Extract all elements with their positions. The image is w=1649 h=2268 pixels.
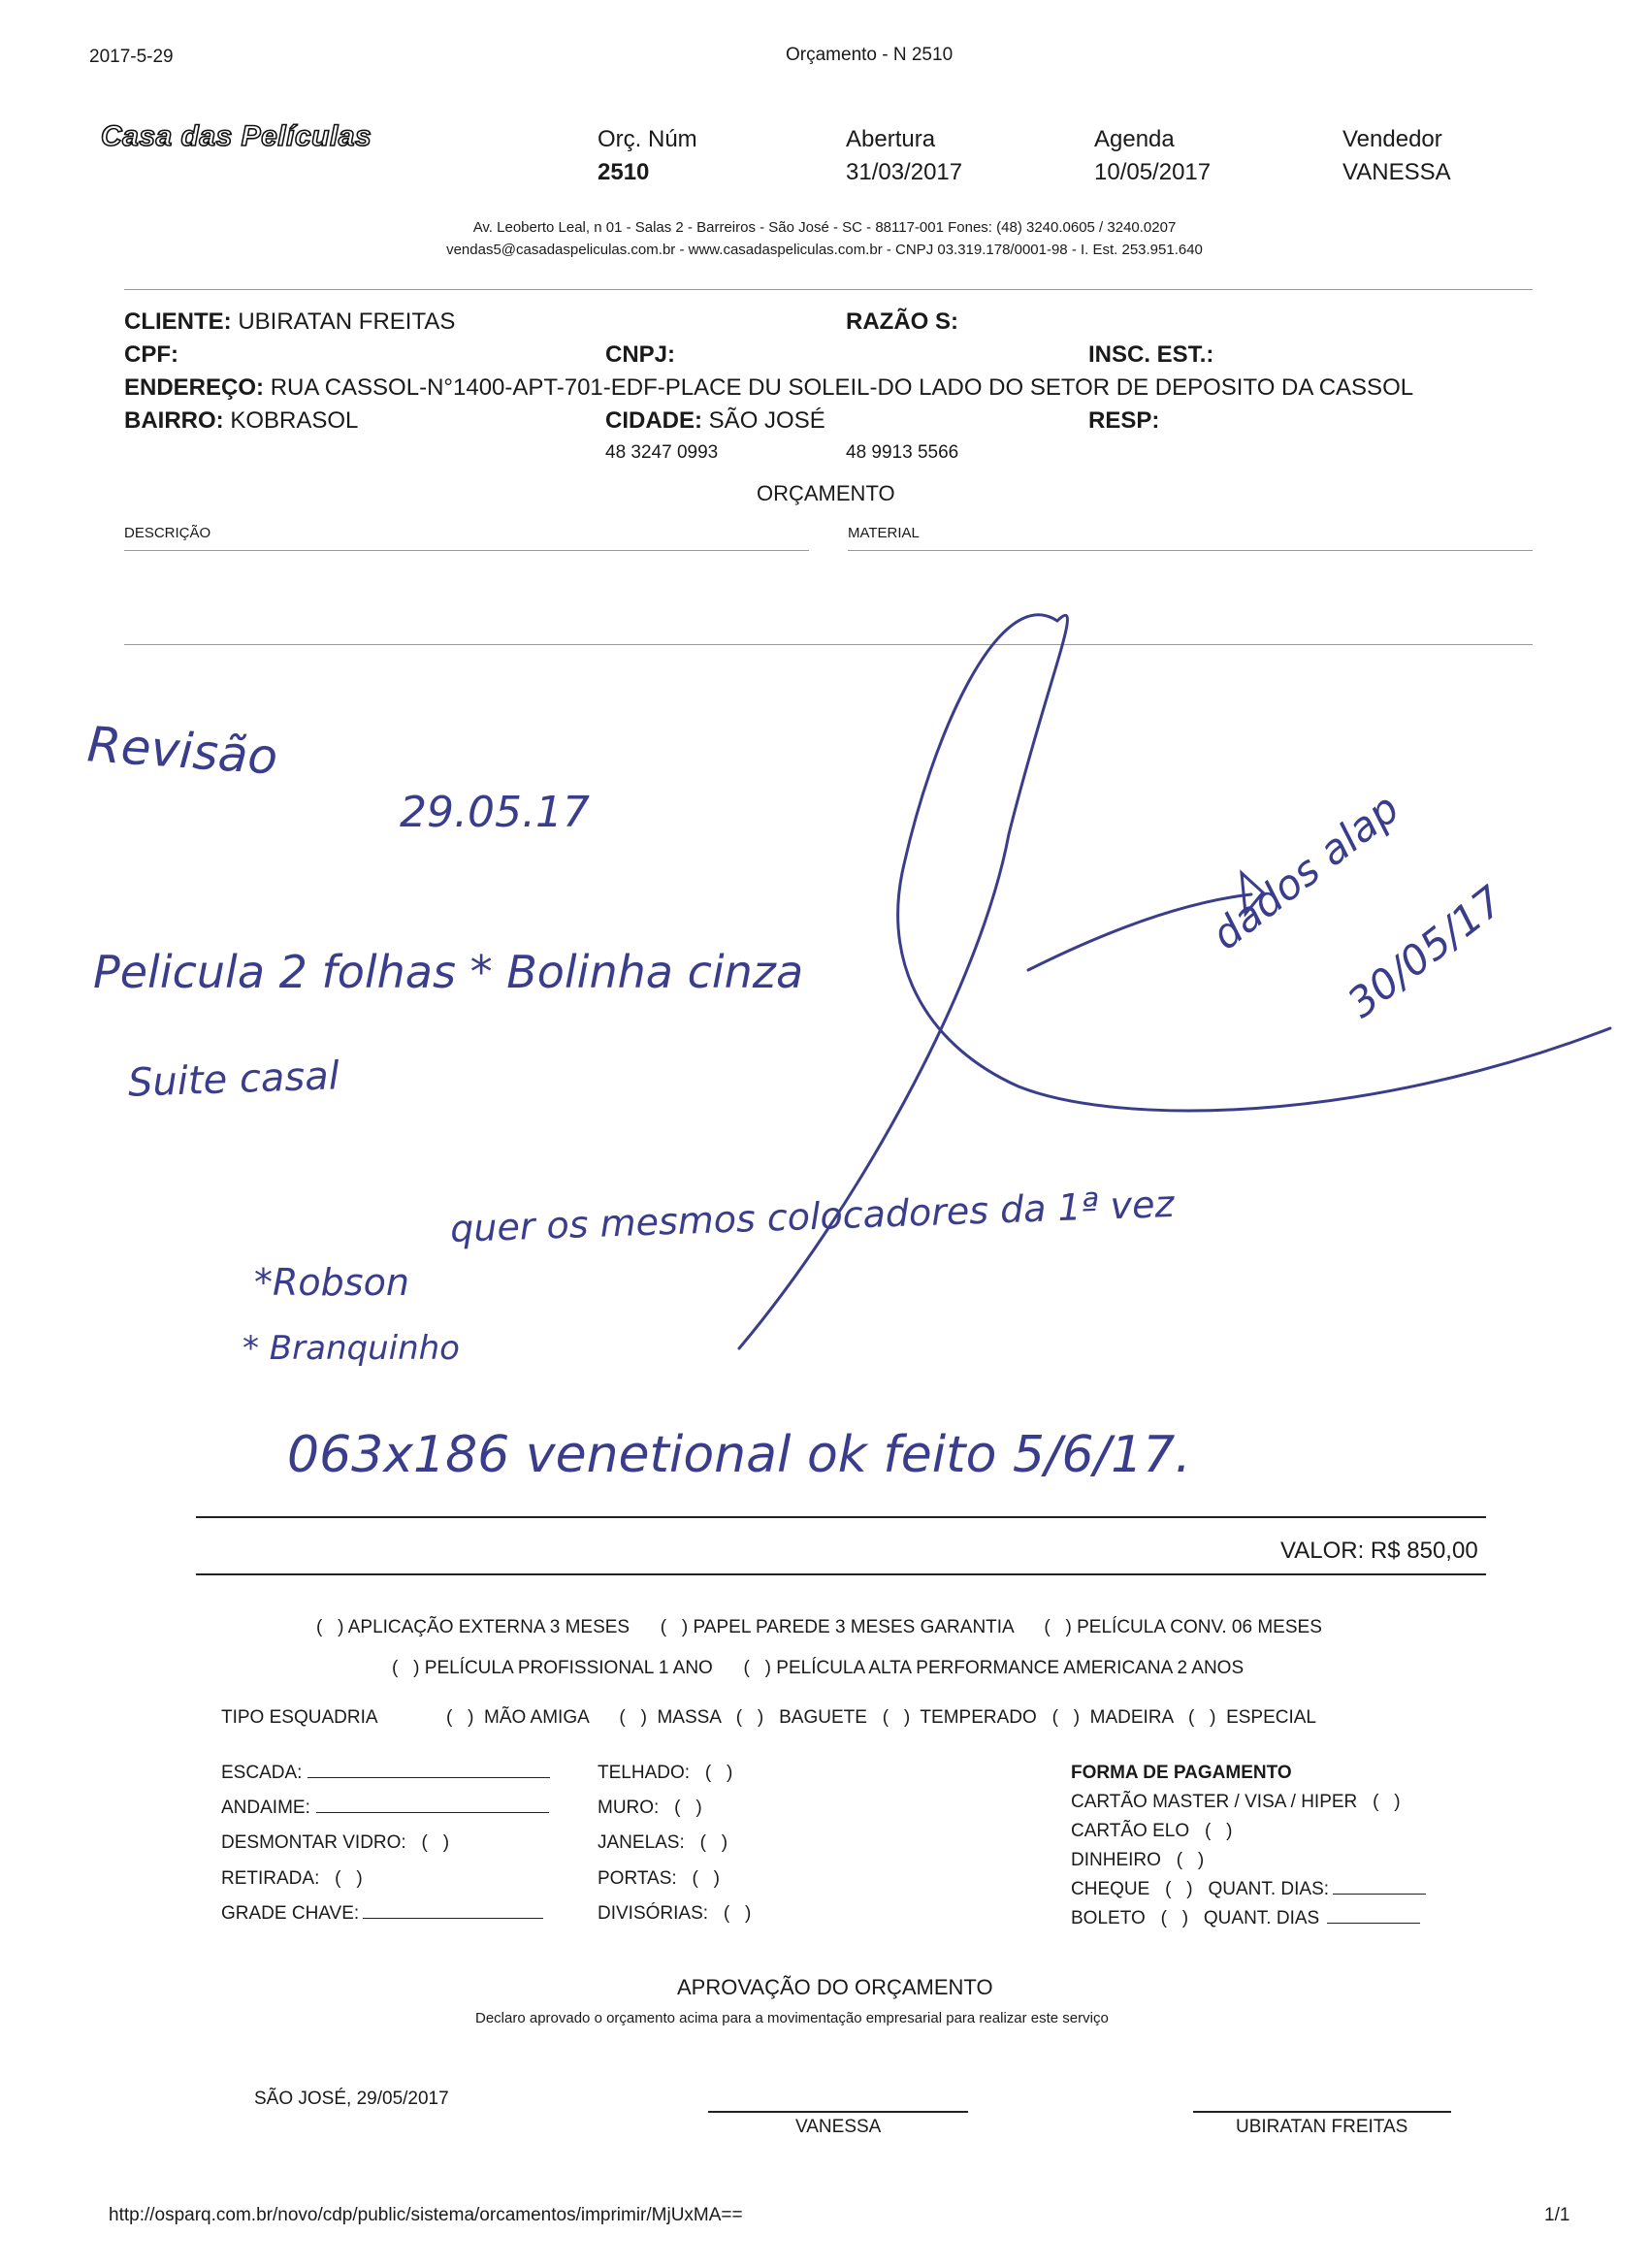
hand-line-4: 063x186 venetional ok feito 5/6/17. (287, 1426, 1191, 1484)
payment-cheque-row (1071, 1879, 1426, 1900)
telhado-label: TELHADO: ( ) (598, 1763, 733, 1783)
hand-line-3: quer os mesmos colocadores da 1ª vez (449, 1182, 1176, 1251)
payment-title: FORMA DE PAGAMENTO (1071, 1763, 1292, 1783)
cliente-value: UBIRATAN FREITAS (238, 308, 456, 335)
hand-name-1: *Robson (254, 1261, 409, 1304)
phone-1: 48 3247 0993 (605, 442, 719, 463)
signature-line-client (1193, 2111, 1451, 2113)
muro-label: MURO: ( ) (598, 1798, 702, 1818)
descricao-label: DESCRIÇÃO (124, 525, 211, 541)
payment-cartao-master: CARTÃO MASTER / VISA / HIPER ( ) (1071, 1792, 1401, 1812)
andaime-row (221, 1798, 549, 1819)
hand-margin-date: 30/05/17 (1339, 876, 1512, 1027)
material-label: MATERIAL (848, 525, 920, 541)
desmontar-label: DESMONTAR VIDRO: ( ) (221, 1832, 450, 1853)
andaime-field[interactable] (316, 1812, 549, 1813)
escada-field[interactable] (307, 1777, 550, 1778)
hand-line-1: Pelicula 2 folhas * Bolinha cinza (93, 946, 804, 998)
company-contact: vendas5@casadaspeliculas.com.br - www.casadaspeliculas.com.br - CNPJ 03.319.178/0001-98 - I. Est. 253.951.640 (446, 242, 1203, 258)
options-row-2: ( ) PELÍCULA PROFISSIONAL 1 ANO ( ) PELÍCULA ALTA PERFORMANCE AMERICANA 2 ANOS (392, 1658, 1245, 1678)
grade-label: GRADE CHAVE: (221, 1903, 360, 1924)
bairro-value: KOBRASOL (230, 407, 359, 434)
divisorias-label: DIVISÓRIAS: ( ) (598, 1903, 752, 1924)
hand-margin-note: dados alap (1203, 784, 1408, 959)
grade-row (221, 1903, 543, 1925)
escada-label: ESCADA: (221, 1763, 303, 1783)
grade-field[interactable] (363, 1918, 543, 1919)
boleto-dias-field[interactable] (1327, 1923, 1420, 1924)
hand-name-2: * Branquinho (242, 1329, 460, 1368)
footer-url[interactable]: http://osparq.com.br/novo/cdp/public/sistema/orcamentos/imprimir/MjUxMA== (109, 2205, 743, 2225)
esquadria-label: TIPO ESQUADRIA (221, 1707, 378, 1728)
print-title: Orçamento - N 2510 (786, 45, 954, 65)
signature-client: UBIRATAN FREITAS (1236, 2117, 1408, 2137)
endereco-value: RUA CASSOL-N°1400-APT-701-EDF-PLACE DU SOLEIL-DO LADO DO SETOR DE DEPOSITO DA CASSOL (270, 374, 1414, 401)
hand-revisao-date: 29.05.17 (400, 788, 590, 837)
agenda-value: 10/05/2017 (1094, 159, 1212, 185)
janelas-label: JANELAS: ( ) (598, 1832, 728, 1853)
orcamento-title: ORÇAMENTO (757, 481, 895, 505)
cidade-value: SÃO JOSÉ (708, 407, 825, 434)
cnpj-label: CNPJ: (605, 341, 676, 368)
escada-row (221, 1763, 550, 1784)
bairro-label: BAIRRO: (124, 407, 224, 434)
cliente-label: CLIENTE: (124, 308, 232, 335)
signature-line-seller (708, 2111, 968, 2113)
payment-cartao-elo: CARTÃO ELO ( ) (1071, 1821, 1233, 1841)
loop-stroke (739, 615, 1610, 1348)
hand-line-2: Suite casal (127, 1053, 340, 1106)
resp-label: RESP: (1088, 407, 1160, 434)
footer-page: 1/1 (1544, 2205, 1570, 2225)
payment-cheque: CHEQUE ( ) QUANT. DIAS: (1071, 1879, 1330, 1899)
valor-bottom-line (196, 1573, 1486, 1575)
cheque-dias-field[interactable] (1333, 1894, 1426, 1895)
company-logo: Casa das Películas (101, 120, 372, 152)
vendedor-value: VANESSA (1342, 159, 1451, 185)
valor-total: VALOR: R$ 850,00 (1280, 1538, 1478, 1564)
approval-text: Declaro aprovado o orçamento acima para a movimentação empresarial para realizar este serviço (475, 2010, 1109, 2026)
endereco-label: ENDEREÇO: (124, 374, 265, 401)
approval-place-date: SÃO JOSÉ, 29/05/2017 (254, 2089, 449, 2109)
orc-num-value: 2510 (598, 159, 650, 185)
valor-top-line (196, 1516, 1486, 1518)
payment-boleto: BOLETO ( ) QUANT. DIAS (1071, 1908, 1320, 1928)
abertura-value: 31/03/2017 (846, 159, 963, 185)
hand-revisao: Revisão (85, 716, 280, 786)
vendedor-label: Vendedor (1342, 126, 1442, 152)
print-date: 2017-5-29 (89, 47, 174, 67)
options-row-1: ( ) APLICAÇÃO EXTERNA 3 MESES ( ) PAPEL PAREDE 3 MESES GARANTIA ( ) PELÍCULA CONV. 06 MESES (316, 1617, 1322, 1637)
razao-label: RAZÃO S: (846, 308, 958, 335)
portas-label: PORTAS: ( ) (598, 1868, 720, 1889)
payment-boleto-row (1071, 1908, 1420, 1929)
company-address: Av. Leoberto Leal, n 01 - Salas 2 - Barreiros - São José - SC - 88117-001 Fones: (48) 3240.0605 / 3240.0207 (472, 219, 1177, 236)
signature-seller: VANESSA (795, 2117, 882, 2137)
retirada-label: RETIRADA: ( ) (221, 1868, 363, 1889)
agenda-label: Agenda (1094, 126, 1175, 152)
phone-2: 48 9913 5566 (846, 442, 959, 463)
abertura-label: Abertura (846, 126, 936, 152)
esquadria-options: ( ) MÃO AMIGA ( ) MASSA ( ) BAGUETE ( ) TEMPERADO ( ) MADEIRA ( ) ESPECIAL (446, 1707, 1316, 1728)
orc-num-label: Orç. Núm (598, 126, 697, 152)
cidade-label: CIDADE: (605, 407, 702, 434)
payment-dinheiro: DINHEIRO ( ) (1071, 1850, 1205, 1870)
andaime-label: ANDAIME: (221, 1798, 310, 1818)
arrow-stroke (1028, 894, 1251, 970)
insc-label: INSC. EST.: (1088, 341, 1214, 368)
cpf-label: CPF: (124, 341, 178, 368)
approval-title: APROVAÇÃO DO ORÇAMENTO (677, 1975, 993, 1999)
